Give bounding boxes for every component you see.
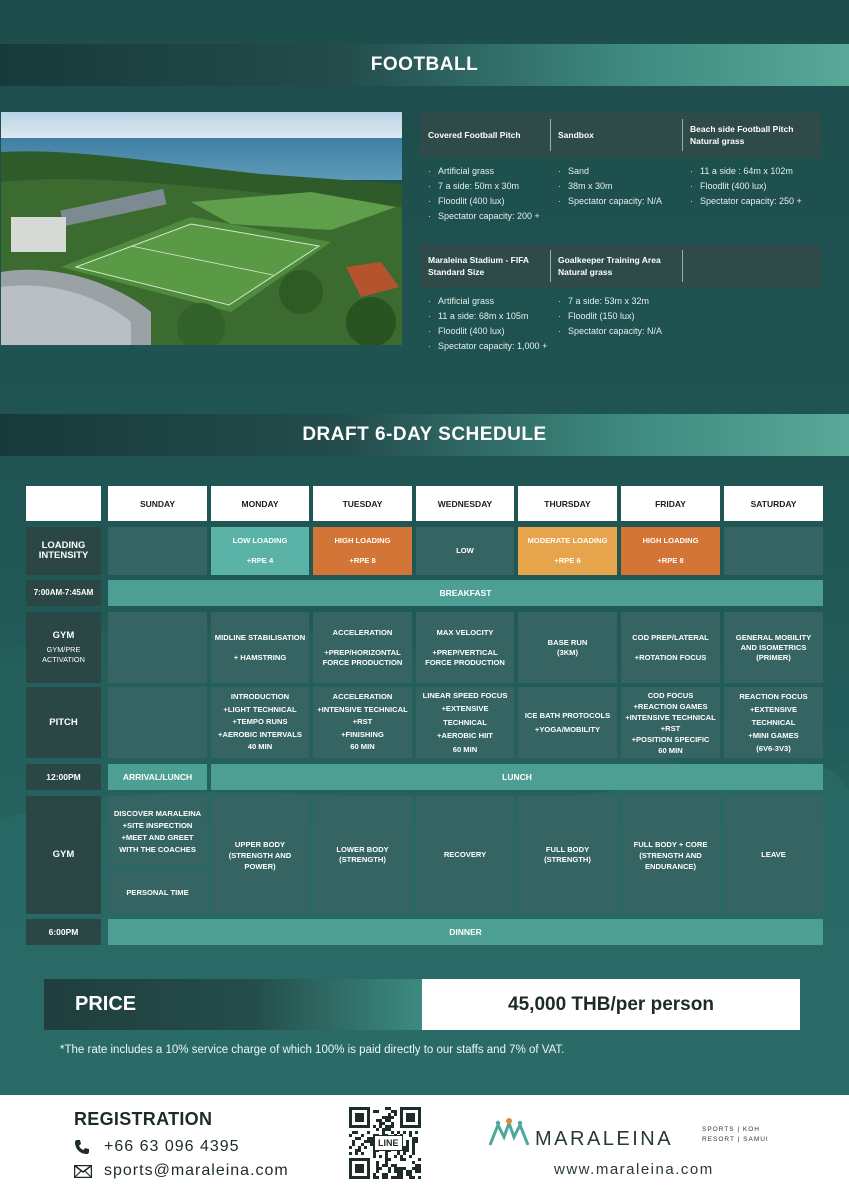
gym-pm-cell: LOWER BODY (STRENGTH): [313, 796, 412, 914]
price-label: PRICE: [44, 979, 422, 1030]
spec-item: · 11 a side : 64m x 102m: [690, 166, 815, 177]
row-label-gym: [26, 612, 101, 683]
facility-name: Covered Football Pitch: [428, 130, 521, 140]
gym-pm-cell: UPPER BODY (STRENGTH AND POWER): [211, 796, 309, 914]
qr-line-label: LINE: [374, 1135, 403, 1151]
spec-item: · Floodlit (400 lux): [690, 181, 815, 192]
arrival-lunch-cell: ARRIVAL/LUNCH: [108, 764, 207, 790]
day-header: SATURDAY: [724, 486, 823, 521]
price-note: *The rate includes a 10% service charge of which 100% is paid directly to our staffs and 7% of VAT.: [60, 1044, 565, 1056]
day-header: TUESDAY: [313, 486, 412, 521]
gym-am-cell: MAX VELOCITY +PREP/VERTICAL FORCE PRODUCTION: [416, 612, 514, 683]
pitch-cell: REACTION FOCUS +EXTENSIVE TECHNICAL +MINI GAMES (6V6-3V3): [724, 687, 823, 758]
row-label-time: 6:00PM: [26, 919, 101, 945]
sunday-pm-cell: DISCOVER MARALEINA +SITE INSPECTION +MEET AND GREET WITH THE COACHES: [108, 796, 207, 867]
loading-cell: LOW: [416, 527, 514, 575]
row-label-pitch: PITCH: [26, 687, 101, 758]
gym-am-cell: GENERAL MOBILITY AND ISOMETRICS (PRIMER): [724, 612, 823, 683]
gym-pm-cell: FULL BODY + CORE (STRENGTH AND ENDURANCE): [621, 796, 720, 914]
row-label-time: 12:00PM: [26, 764, 101, 790]
price-value: 45,000 THB/per person: [422, 979, 800, 1030]
spec-item: · Floodlit (400 lux): [428, 326, 548, 337]
loading-cell: HIGH LOADING +RPE 8: [621, 527, 720, 575]
day-header: WEDNESDAY: [416, 486, 514, 521]
day-header: SUNDAY: [108, 486, 207, 521]
gym-am-cell: MIDLINE STABILISATION + HAMSTRING: [211, 612, 309, 683]
sunday-pm-cell: PERSONAL TIME: [108, 871, 207, 914]
gym-pm-cell: FULL BODY (STRENGTH): [518, 796, 617, 914]
dinner-bar: DINNER: [108, 919, 823, 945]
email-address[interactable]: sports@maraleina.com: [104, 1162, 289, 1179]
qr-code[interactable]: [349, 1107, 421, 1179]
facility-specs: [690, 166, 815, 211]
pitch-cell: LINEAR SPEED FOCUS +EXTENSIVE TECHNICAL +AEROBIC HIIT 60 MIN: [416, 687, 514, 758]
facility-header-row-2: [420, 244, 821, 288]
phone-number[interactable]: +66 63 096 4395: [104, 1138, 240, 1155]
pitch-cell: [108, 687, 207, 758]
facility-specs: [428, 166, 548, 226]
day-header: MONDAY: [211, 486, 309, 521]
football-banner: FOOTBALL: [0, 44, 849, 86]
spec-item: · 38m x 30m: [558, 181, 678, 192]
spec-item: · Spectator capacity: N/A: [558, 196, 678, 207]
schedule-banner: DRAFT 6-DAY SCHEDULE: [0, 414, 849, 456]
day-header: FRIDAY: [621, 486, 720, 521]
facility-specs: [558, 296, 678, 341]
row-label-subtext: GYM/PRE ACTIVATION: [42, 644, 85, 664]
lunch-bar: LUNCH: [211, 764, 823, 790]
spec-item: · Spectator capacity: N/A: [558, 326, 678, 337]
spec-item: · 7 a side: 50m x 30m: [428, 181, 548, 192]
registration-title: REGISTRATION: [74, 1109, 213, 1129]
gym-pm-cell: LEAVE: [724, 796, 823, 914]
facility-specs: [428, 296, 548, 356]
spec-item: · Artificial grass: [428, 166, 548, 177]
schedule-corner: [26, 486, 101, 521]
pitch-cell: COD FOCUS +REACTION GAMES +INTENSIVE TECHNICAL +RST +POSITION SPECIFIC 60 MIN: [621, 687, 720, 758]
brand-name: MARALEINA: [535, 1128, 674, 1150]
spec-item: · 7 a side: 53m x 32m: [558, 296, 678, 307]
pitch-cell: ACCELERATION +INTENSIVE TECHNICAL +RST +FINISHING 60 MIN: [313, 687, 412, 758]
day-header: THURSDAY: [518, 486, 617, 521]
facility-name: Maraleina Stadium - FIFA Standard Size: [428, 255, 529, 277]
pitch-cell: INTRODUCTION +LIGHT TECHNICAL +TEMPO RUNS +AEROBIC INTERVALS 40 MIN: [211, 687, 309, 758]
phone-icon: [74, 1139, 96, 1155]
row-label-gym-pm: GYM: [26, 796, 101, 914]
spec-item: · Floodlit (150 lux): [558, 311, 678, 322]
loading-cell: [724, 527, 823, 575]
spec-item: · 11 a side: 68m x 105m: [428, 311, 548, 322]
spec-item: · Spectator capacity: 250 +: [690, 196, 815, 207]
row-label-text: GYM: [52, 629, 75, 641]
brand-subtitle: SPORTS | KOH RESORT | SAMUI: [702, 1126, 769, 1143]
facility-name: Sandbox: [558, 130, 594, 140]
facility-name: Goalkeeper Training Area Natural grass: [558, 255, 661, 277]
phone-contact[interactable]: [74, 1138, 240, 1156]
maraleina-logo: [488, 1117, 530, 1147]
row-label-loading: LOADING INTENSITY: [26, 527, 101, 575]
stadium-aerial-photo: [1, 112, 402, 345]
pitch-cell: ICE BATH PROTOCOLS +YOGA/MOBILITY: [518, 687, 617, 758]
spec-item: · Spectator capacity: 200 +: [428, 211, 548, 222]
row-label-time: 7:00AM-7:45AM: [26, 580, 101, 606]
loading-cell: MODERATE LOADING +RPE 6: [518, 527, 617, 575]
gym-am-cell: BASE RUN (3KM): [518, 612, 617, 683]
gym-am-cell: COD PREP/LATERAL +ROTATION FOCUS: [621, 612, 720, 683]
loading-cell: [108, 527, 207, 575]
spec-item: · Spectator capacity: 1,000 +: [428, 341, 548, 352]
facility-specs: [558, 166, 678, 211]
mail-icon: [74, 1163, 96, 1179]
gym-am-cell: ACCELERATION +PREP/HORIZONTAL FORCE PRODUCTION: [313, 612, 412, 683]
spec-item: · Sand: [558, 166, 678, 177]
loading-cell: LOW LOADING +RPE 4: [211, 527, 309, 575]
gym-am-cell: [108, 612, 207, 683]
spec-item: · Floodlit (400 lux): [428, 196, 548, 207]
facility-header-row-1: [420, 113, 821, 157]
loading-cell: HIGH LOADING +RPE 8: [313, 527, 412, 575]
email-contact[interactable]: [74, 1162, 289, 1180]
spec-item: · Artificial grass: [428, 296, 548, 307]
gym-pm-cell: RECOVERY: [416, 796, 514, 914]
breakfast-bar: BREAKFAST: [108, 580, 823, 606]
website-link[interactable]: www.maraleina.com: [554, 1161, 714, 1178]
facility-name: Beach side Football Pitch Natural grass: [690, 124, 794, 146]
footer: [0, 1095, 849, 1200]
